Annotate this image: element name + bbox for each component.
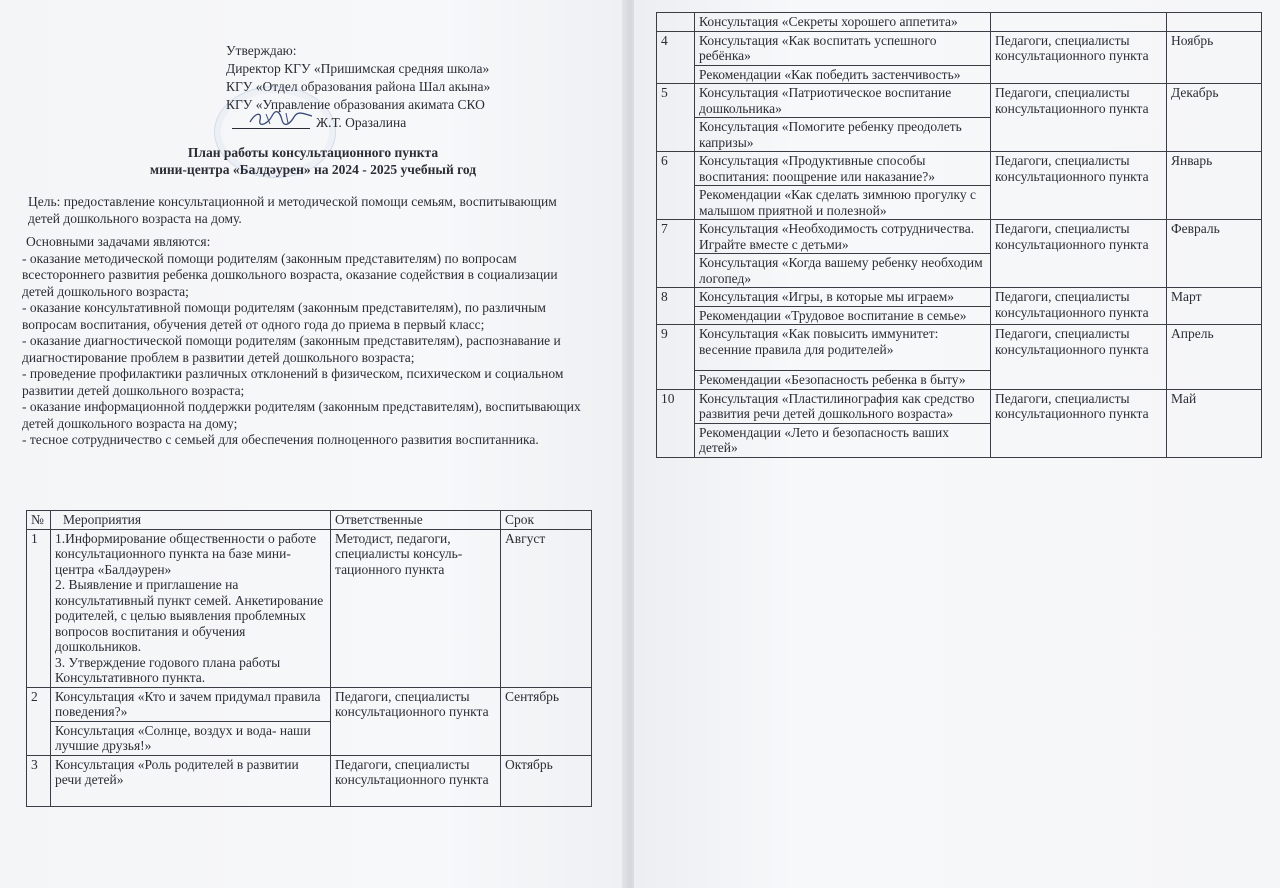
event-item: Консультация «Как воспитать успешного ребёнка» xyxy=(695,32,990,66)
event-item: Консультация «Продуктивные способы воспитания: поощрение или наказание?» xyxy=(695,152,990,186)
goal-paragraph: Цель: предоставление консультационной и методической помощи семьям, воспитывающим детей дошкольного возраста на дому. xyxy=(28,194,557,226)
row-term: Октябрь xyxy=(501,755,592,806)
task-item: - оказание информационной поддержки родителям (законным представителям), воспитывающих детей дошкольного возраста на дому; xyxy=(22,399,581,431)
event-item: Рекомендации «Трудовое воспитание в семье» xyxy=(699,307,967,323)
row-term: Май xyxy=(1167,389,1262,457)
event-item: Консультация «Когда вашему ребенку необходим логопед» xyxy=(699,255,983,286)
row-responsible: Педагоги, специалисты консультационного пункта xyxy=(991,152,1167,220)
event-item: 1.Информирование общественности о работе консультационного пункта на базе мини-центра «Балдәурен» xyxy=(55,530,317,577)
task-item: - оказание диагностической помощи родителям (законным представителям), распознавание и диагностирование проблем в развитии детей дошкольного возраста; xyxy=(22,333,561,365)
row-responsible: Педагоги, специалисты консультационного пункта xyxy=(991,288,1167,325)
row-event xyxy=(695,288,991,325)
task-item: - оказание консультативной помощи родителям (законным представителям), по различным вопросам воспитания, обучения детей от одного года до приема в первый класс; xyxy=(22,300,546,332)
row-term: Сентябрь xyxy=(501,687,592,755)
table-row xyxy=(27,529,592,687)
event-item: Рекомендации «Лето и безопасность ваших детей» xyxy=(699,424,949,455)
row-num: 10 xyxy=(657,389,695,457)
event-item: 3. Утверждение годового плана работы Консультативного пункта. xyxy=(55,654,281,685)
event-item: Рекомендации «Безопасность ребенка в быту» xyxy=(699,372,966,387)
row-term xyxy=(1167,13,1262,32)
table-row xyxy=(27,755,592,806)
row-responsible: Педагоги, специалисты консультационного пункта xyxy=(331,755,501,806)
row-term: Февраль xyxy=(1167,220,1262,288)
row-term: Декабрь xyxy=(1167,84,1262,152)
row-responsible: Педагоги, специалисты консультационного пункта xyxy=(991,389,1167,457)
row-event: Консультация «Роль родителей в развитии речи детей» xyxy=(51,755,331,806)
event-item: Консультация «Патриотическое воспитание дошкольника» xyxy=(695,84,990,118)
event-item: Консультация «Игры, в которые мы играем» xyxy=(695,288,990,307)
event-item: 2. Выявление и приглашение на консультативный пункт семей. Анкетирование родителей, с целью выявления проблемных вопросов воспитания и обучения дошкольников. xyxy=(55,577,324,654)
row-event xyxy=(695,220,991,288)
row-event xyxy=(51,529,331,687)
row-num: 4 xyxy=(657,31,695,84)
row-responsible: Педагоги, специалисты консультационного пункта xyxy=(991,84,1167,152)
row-num xyxy=(657,13,695,32)
row-event: Консультация «Секреты хорошего аппетита» xyxy=(695,13,991,32)
table-row xyxy=(657,325,1262,390)
approver-name: Ж.Т. Оразалина xyxy=(316,115,407,130)
signature-underline xyxy=(232,128,310,129)
header-num: № xyxy=(27,511,51,530)
task-item: - проведение профилактики различных отклонений в физическом, психическом и социальном развитии детей дошкольного возраста; xyxy=(22,366,564,398)
table-row xyxy=(27,687,592,755)
table-row xyxy=(657,288,1262,325)
row-responsible: Педагоги, специалисты консультационного пункта xyxy=(331,687,501,755)
row-responsible xyxy=(991,13,1167,32)
row-term: Апрель xyxy=(1167,325,1262,390)
event-item: Консультация «Как повысить иммунитет: весенние правила для родителей» xyxy=(695,325,990,371)
row-responsible: Педагоги, специалисты консультационного пункта xyxy=(991,325,1167,390)
tasks-intro: Основными задачами являются: xyxy=(26,234,211,249)
event-item: Консультация «Пластилинография как средство развития речи детей дошкольного возраста» xyxy=(695,390,990,424)
table-row xyxy=(657,220,1262,288)
row-term: Январь xyxy=(1167,152,1262,220)
header-term: Срок xyxy=(501,511,592,530)
row-num: 1 xyxy=(27,529,51,687)
row-responsible: Педагоги, специалисты консультационного пункта xyxy=(991,31,1167,84)
right-page xyxy=(634,0,1280,888)
event-item: Консультация «Кто и зачем придумал правила поведения?» xyxy=(51,688,330,722)
table-header-row xyxy=(27,511,592,530)
approval-line: КГУ «Управление образования акимата СКО xyxy=(226,97,485,112)
row-num: 8 xyxy=(657,288,695,325)
row-num: 2 xyxy=(27,687,51,755)
task-item: - тесное сотрудничество с семьей для обеспечения полноценного развития воспитанника. xyxy=(22,432,539,447)
row-num: 9 xyxy=(657,325,695,390)
handwritten-signature xyxy=(246,108,316,128)
event-item: Консультация «Помогите ребенку преодолеть капризы» xyxy=(699,119,962,150)
row-num: 3 xyxy=(27,755,51,806)
approval-line: Утверждаю: xyxy=(226,43,297,58)
table-row xyxy=(657,84,1262,152)
plan-table-part2 xyxy=(656,12,1262,458)
left-page xyxy=(0,0,626,888)
task-item: - оказание методической помощи родителям (законным представителям) по вопросам всестороннего развития ребенка дошкольного возраста, оказание содействия в социализации детей дошкольного возраста; xyxy=(22,250,558,299)
row-event xyxy=(695,152,991,220)
row-term: Ноябрь xyxy=(1167,31,1262,84)
event-item: Консультация «Солнце, воздух и вода- наши лучшие друзья!» xyxy=(55,722,311,753)
row-event xyxy=(695,31,991,84)
row-event xyxy=(695,389,991,457)
header-responsible: Ответственные xyxy=(331,511,501,530)
event-item: Рекомендации «Как победить застенчивость» xyxy=(699,66,961,82)
header-event: Мероприятия xyxy=(51,511,331,530)
approval-line: Директор КГУ «Пришимская средняя школа» xyxy=(226,61,490,76)
plan-subtitle: мини-центра «Балдәурен» на 2024 - 2025 учебный год xyxy=(149,162,477,177)
row-responsible: Методист, педагоги, специалисты консуль-тационного пункта xyxy=(331,529,501,687)
row-event xyxy=(695,84,991,152)
event-item: Рекомендации «Как сделать зимнюю прогулку с малышом приятной и полезной» xyxy=(699,187,977,218)
row-responsible: Педагоги, специалисты консультационного пункта xyxy=(991,220,1167,288)
row-num: 6 xyxy=(657,152,695,220)
table-row xyxy=(657,13,1262,32)
approval-line: КГУ «Отдел образования района Шал акына» xyxy=(226,79,491,94)
row-num: 5 xyxy=(657,84,695,152)
event-item: Консультация «Необходимость сотрудничества. Играйте вместе с детьми» xyxy=(695,220,990,254)
plan-table-part1 xyxy=(26,510,592,807)
plan-title: План работы консультационного пункта xyxy=(187,145,439,160)
table-row xyxy=(657,31,1262,84)
row-term: Август xyxy=(501,529,592,687)
row-event xyxy=(695,325,991,390)
row-event xyxy=(51,687,331,755)
tasks-list xyxy=(22,234,590,449)
row-term: Март xyxy=(1167,288,1262,325)
row-num: 7 xyxy=(657,220,695,288)
table-row xyxy=(657,152,1262,220)
table-row xyxy=(657,389,1262,457)
